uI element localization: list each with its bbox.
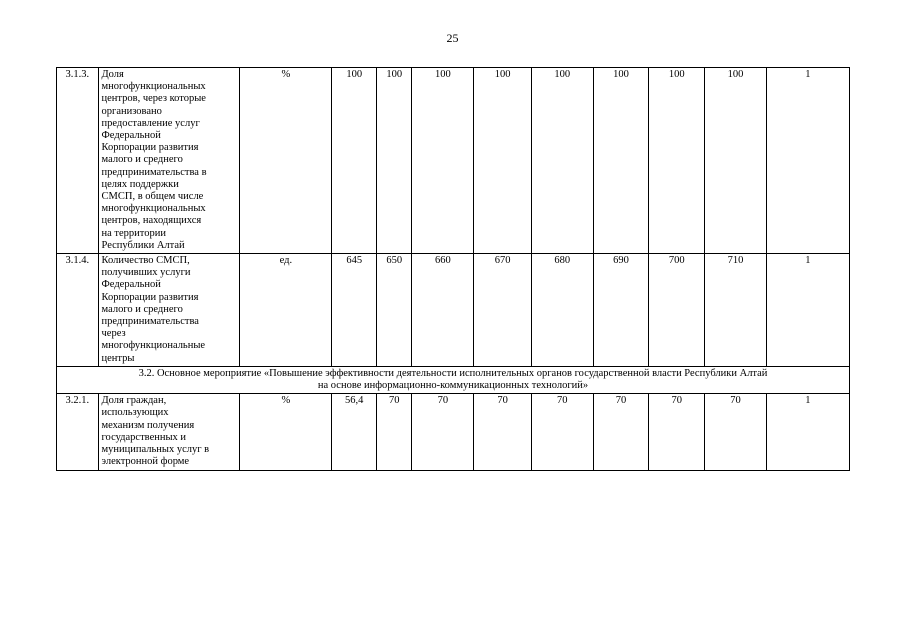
row-value: 700	[649, 254, 705, 367]
row-value: 70	[377, 394, 412, 470]
indicators-table	[56, 67, 850, 471]
section-header-row	[57, 366, 850, 393]
page-number: 25	[446, 31, 459, 45]
description-line: получивших услуги	[101, 267, 191, 279]
description-line: Корпорации развития	[101, 291, 199, 303]
description-line: центров, через которые	[101, 93, 206, 105]
row-last-value: 1	[766, 394, 849, 470]
description-line: центров, находящихся	[101, 215, 202, 227]
description-line: многофункциональные	[101, 340, 206, 352]
row-last-value: 1	[766, 254, 849, 367]
row-value: 690	[593, 254, 649, 367]
description-line: Корпорации развития	[101, 142, 199, 154]
description-line: многофункциональных	[101, 203, 206, 215]
row-code: 3.2.1.	[57, 394, 99, 470]
row-last-value: 1	[766, 68, 849, 254]
row-value: 70	[531, 394, 593, 470]
section-header	[57, 366, 850, 393]
row-value: 100	[474, 68, 532, 254]
description-line: электронной форме	[101, 456, 190, 468]
table-row	[57, 254, 850, 367]
description-line: Доля граждан,	[101, 395, 167, 407]
description-line: Количество СМСП,	[101, 255, 190, 267]
row-value: 100	[705, 68, 767, 254]
row-value: 70	[649, 394, 705, 470]
row-value: 70	[474, 394, 532, 470]
row-value: 56,4	[332, 394, 377, 470]
row-value: 70	[705, 394, 767, 470]
description-line: Доля	[101, 69, 124, 80]
description-line: на территории	[101, 227, 166, 239]
description-line: государственных и	[101, 431, 187, 443]
row-value: 100	[332, 68, 377, 254]
description-line: предпринимательства в	[101, 166, 207, 178]
row-value: 70	[593, 394, 649, 470]
row-description	[98, 394, 240, 470]
row-value: 670	[474, 254, 532, 367]
row-unit: %	[240, 394, 332, 470]
description-line: Республики Алтай	[101, 239, 185, 251]
row-code: 3.1.3.	[57, 68, 99, 254]
description-line: СМСП, в общем числе	[101, 191, 204, 203]
description-line: использующих	[101, 407, 169, 419]
description-line: Федеральной	[101, 279, 161, 291]
row-value: 710	[705, 254, 767, 367]
description-line: организовано	[101, 105, 162, 117]
row-value: 680	[531, 254, 593, 367]
description-line: через	[101, 328, 126, 340]
row-value: 100	[593, 68, 649, 254]
description-line: предоставление услуг	[101, 117, 200, 129]
row-value: 100	[377, 68, 412, 254]
row-code: 3.1.4.	[57, 254, 99, 367]
row-value: 100	[412, 68, 474, 254]
table-row	[57, 394, 850, 470]
row-description	[98, 254, 240, 367]
row-unit: %	[240, 68, 332, 254]
row-description	[98, 68, 240, 254]
row-value: 650	[377, 254, 412, 367]
table-row	[57, 68, 850, 254]
row-value: 70	[412, 394, 474, 470]
description-line: целях поддержки	[101, 178, 179, 190]
section-header-line: на основе информационно-коммуникационных технологий»	[317, 380, 589, 392]
row-value: 100	[531, 68, 593, 254]
description-line: муниципальных услуг в	[101, 444, 210, 456]
section-header-line: 3.2. Основное мероприятие «Повышение эффективности деятельности исполнительных органов государственной власти Республики Алтай	[138, 367, 768, 379]
description-line: малого и среднего	[101, 303, 183, 315]
description-line: малого и среднего	[101, 154, 183, 166]
description-line: многофункциональных	[101, 81, 206, 93]
row-value: 100	[649, 68, 705, 254]
description-line: предпринимательства	[101, 316, 199, 328]
description-line: механизм получения	[101, 419, 195, 431]
description-line: центры	[101, 352, 135, 364]
description-line: Федеральной	[101, 130, 161, 142]
row-unit: ед.	[240, 254, 332, 367]
row-value: 645	[332, 254, 377, 367]
row-value: 660	[412, 254, 474, 367]
